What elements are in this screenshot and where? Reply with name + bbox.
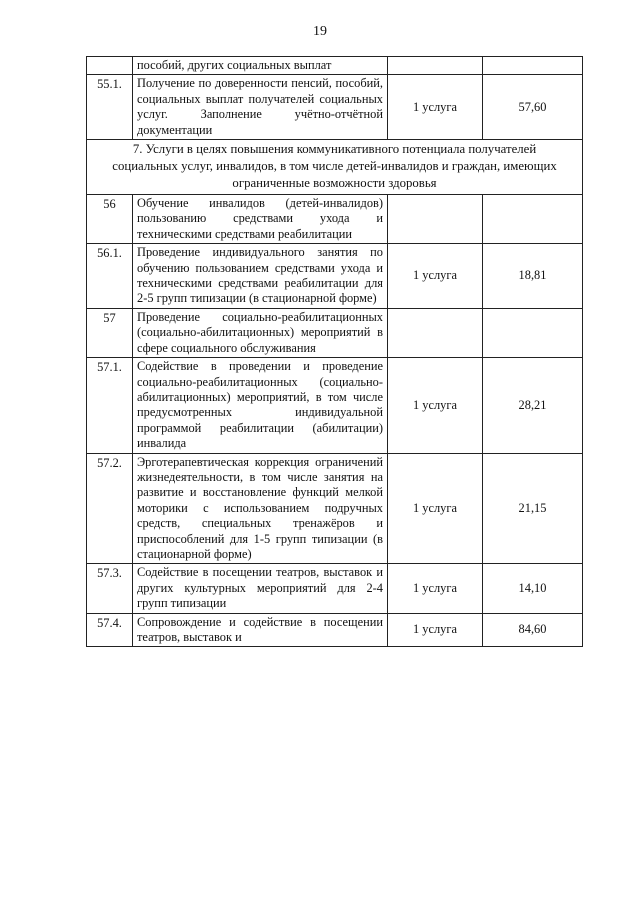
table-row bbox=[87, 244, 583, 309]
table-row bbox=[87, 358, 583, 453]
unit-cell: 1 услуга bbox=[388, 75, 483, 140]
service-description: Эрготерапевтическая коррекция ограничений жизнедеятельности, в том числе занятия на развитие и восстановление функций мелкой моторики с использованием подручных средств, специальных тренажёров и приспособлений для 1-5 групп типизации (в стационарной форме) bbox=[133, 453, 388, 564]
row-number: 56 bbox=[87, 195, 133, 244]
service-description: Содействие в посещении театров, выставок и других культурных мероприятий для 2-4 групп типизации bbox=[133, 564, 388, 613]
unit-cell: 1 услуга bbox=[388, 244, 483, 309]
row-number: 57.3. bbox=[87, 564, 133, 613]
price-cell: 28,21 bbox=[483, 358, 583, 453]
service-description: Проведение социально-реабилитационных (социально-абилитационных) мероприятий в сфере социального обслуживания bbox=[133, 308, 388, 357]
price-cell bbox=[483, 308, 583, 357]
table-row bbox=[87, 195, 583, 244]
page-number: 19 bbox=[313, 24, 327, 39]
price-cell: 84,60 bbox=[483, 613, 583, 647]
unit-cell: 1 услуга bbox=[388, 564, 483, 613]
row-number: 55.1. bbox=[87, 75, 133, 140]
price-cell: 57,60 bbox=[483, 75, 583, 140]
service-description: Обучение инвалидов (детей-инвалидов) пользованию средствами ухода и техническими средствами реабилитации bbox=[133, 195, 388, 244]
table-row bbox=[87, 613, 583, 647]
table-row bbox=[87, 564, 583, 613]
table-row bbox=[87, 453, 583, 564]
price-cell bbox=[483, 195, 583, 244]
row-number: 57.4. bbox=[87, 613, 133, 647]
section-heading: 7. Услуги в целях повышения коммуникативного потенциала получателей социальных услуг, инвалидов, в том числе детей-инвалидов и граждан, имеющих ограниченные возможности здоровья bbox=[87, 140, 583, 195]
price-cell bbox=[483, 57, 583, 75]
tariff-table bbox=[86, 56, 583, 647]
row-number bbox=[87, 57, 133, 75]
table-row bbox=[87, 308, 583, 357]
price-cell: 18,81 bbox=[483, 244, 583, 309]
service-description: Содействие в проведении и проведение социально-реабилитационных (социально-абилитационных) мероприятий, в том числе предусмотренных индивидуальной программой реабилитации (абилитации) инвалида bbox=[133, 358, 388, 453]
row-number: 57 bbox=[87, 308, 133, 357]
price-cell: 14,10 bbox=[483, 564, 583, 613]
service-description: пособий, других социальных выплат bbox=[133, 57, 388, 75]
unit-cell: 1 услуга bbox=[388, 613, 483, 647]
table-row bbox=[87, 75, 583, 140]
unit-cell bbox=[388, 57, 483, 75]
unit-cell: 1 услуга bbox=[388, 358, 483, 453]
unit-cell bbox=[388, 195, 483, 244]
section-heading-row bbox=[87, 140, 583, 195]
table-row bbox=[87, 57, 583, 75]
price-cell: 21,15 bbox=[483, 453, 583, 564]
row-number: 57.2. bbox=[87, 453, 133, 564]
service-description: Сопровождение и содействие в посещении театров, выставок и bbox=[133, 613, 388, 647]
service-description: Проведение индивидуального занятия по обучению пользованием средствами ухода и техническими средствами реабилитации для 2-5 групп типизации (в стационарной форме) bbox=[133, 244, 388, 309]
unit-cell bbox=[388, 308, 483, 357]
row-number: 57.1. bbox=[87, 358, 133, 453]
unit-cell: 1 услуга bbox=[388, 453, 483, 564]
service-description: Получение по доверенности пенсий, пособий, социальных выплат получателей социальных услуг. Заполнение учётно-отчётной документации bbox=[133, 75, 388, 140]
row-number: 56.1. bbox=[87, 244, 133, 309]
